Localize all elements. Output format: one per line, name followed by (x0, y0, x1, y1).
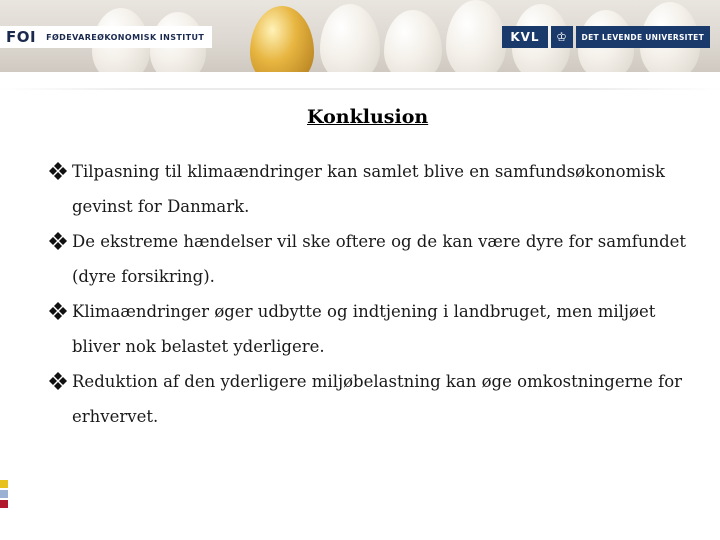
egg-image (320, 4, 380, 72)
foi-logo-text: FOI (6, 28, 37, 46)
university-name: DET LEVENDE UNIVERSITET (576, 26, 710, 48)
bullet-text: Reduktion af den yderligere miljøbelastning kan øge omkostningerne for erhvervet. (72, 372, 683, 426)
header-banner (0, 0, 720, 72)
bullet-text: Tilpasning til klimaændringer kan samlet blive en samfundsøkonomisk gevinst for Danmark. (72, 162, 665, 216)
bullet-text: Klimaændringer øger udbytte og indtjening i landbruget, men miljøet bliver nok belastet yderligere. (72, 302, 656, 356)
diamond-bullet-icon (48, 301, 68, 321)
diamond-bullet-icon (48, 161, 68, 181)
list-item (48, 154, 698, 224)
foi-logo (0, 26, 212, 48)
kvl-logo-text: KVL (502, 26, 547, 48)
foi-institute-name: FØDEVAREØKONOMISK INSTITUT (46, 32, 205, 42)
kvl-logo (502, 26, 710, 48)
side-color-bars (0, 480, 8, 510)
side-bar-red (0, 500, 8, 508)
side-bar-blue (0, 490, 8, 498)
golden-egg-image (250, 6, 314, 72)
diamond-bullet-icon (48, 231, 68, 251)
list-item (48, 294, 698, 364)
list-item (48, 364, 698, 434)
bullet-list (48, 154, 698, 434)
crown-icon: ♔ (551, 26, 573, 48)
bullet-text: De ekstreme hændelser vil ske oftere og de kan være dyre for samfundet (dyre forsikring). (72, 232, 687, 286)
egg-image (446, 0, 506, 72)
slide-title: Konklusion (307, 106, 429, 128)
diamond-bullet-icon (48, 371, 68, 391)
header-divider (0, 88, 720, 90)
side-bar-yellow (0, 480, 8, 488)
list-item (48, 224, 698, 294)
egg-image (384, 10, 442, 72)
